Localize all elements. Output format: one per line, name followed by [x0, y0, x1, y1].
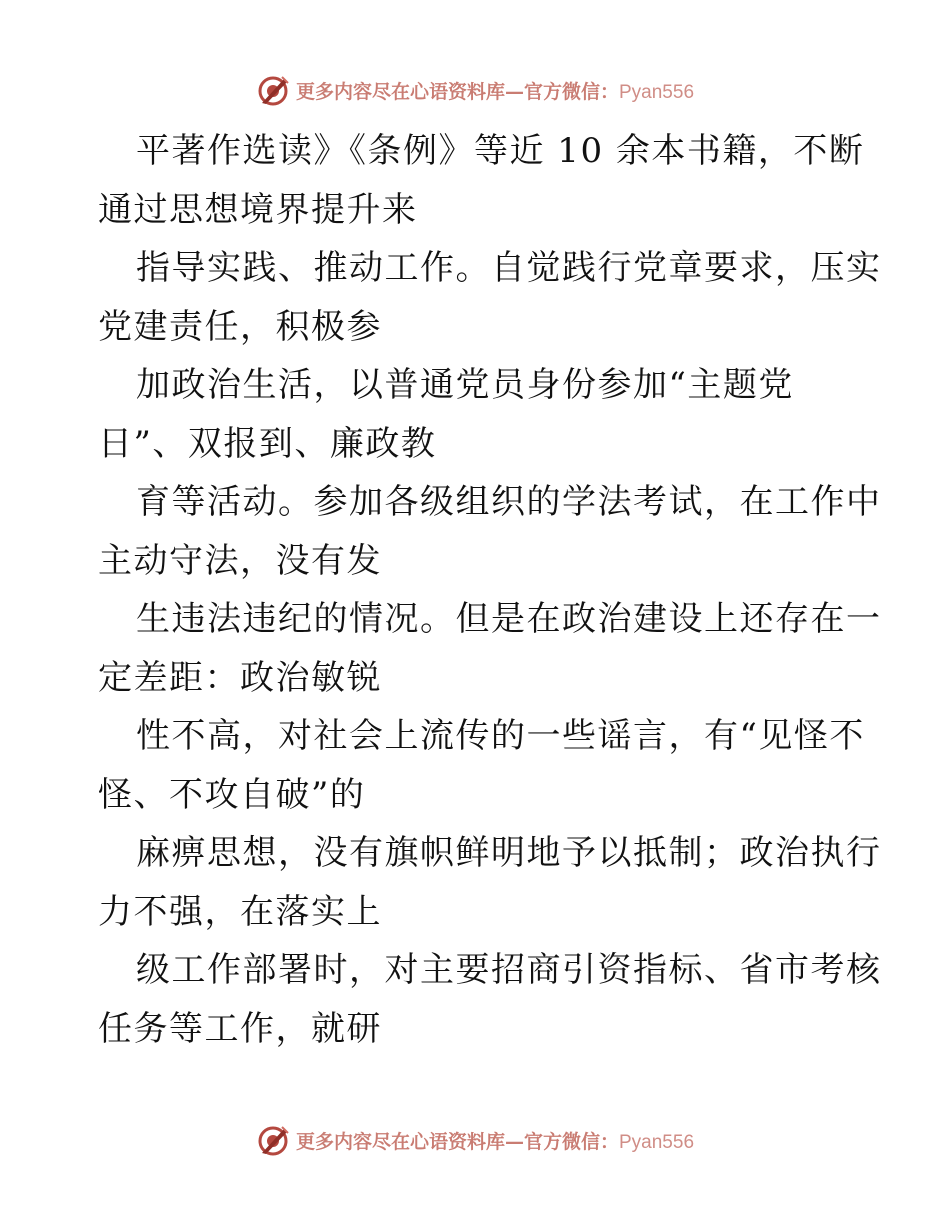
text-line: 育等活动。参加各级组织的学法考试，在工作中: [136, 482, 882, 522]
text-line: 怪、不攻自破”的: [98, 774, 366, 815]
text-line: 任务等工作，就研: [98, 1008, 382, 1049]
text-line: 主动守法，没有发: [98, 540, 382, 581]
text-line: 加政治生活，以普通党员身份参加“主题党: [136, 365, 794, 405]
text-line: 日”、双报到、廉政教: [98, 423, 437, 464]
text-line: 党建责任，积极参: [98, 306, 382, 347]
watermark-text: 更多内容尽在心语资料库—官方微信：: [295, 1130, 619, 1153]
text-line: 通过思想境界提升来: [98, 189, 418, 230]
watermark-id: Pyan556: [619, 81, 695, 103]
red-quill-seal-logo-icon: [256, 1123, 290, 1157]
document-body: [98, 122, 882, 1058]
text-line: 性不高，对社会上流传的一些谣言，有“见怪不: [136, 716, 865, 756]
text-line: 定差距：政治敏锐: [98, 657, 382, 698]
text-line: 平著作选读》《条例》等近 10 余本书籍，不断: [136, 131, 865, 171]
text-line: 指导实践、推动工作。自觉践行党章要求，压实: [136, 248, 882, 288]
watermark-id: Pyan556: [619, 1131, 695, 1153]
text-line: 麻痹思想，没有旗帜鲜明地予以抵制；政治执行: [136, 833, 882, 873]
text-line: 生违法违纪的情况。但是在政治建设上还存在一: [136, 599, 882, 639]
header-watermark: [0, 70, 950, 110]
text-line: 力不强，在落实上: [98, 891, 382, 932]
red-quill-seal-logo-icon: [256, 73, 290, 107]
footer-watermark: [0, 1120, 950, 1160]
text-line: 级工作部署时，对主要招商引资指标、省市考核: [136, 950, 882, 990]
watermark-text: 更多内容尽在心语资料库—官方微信：: [295, 80, 619, 103]
